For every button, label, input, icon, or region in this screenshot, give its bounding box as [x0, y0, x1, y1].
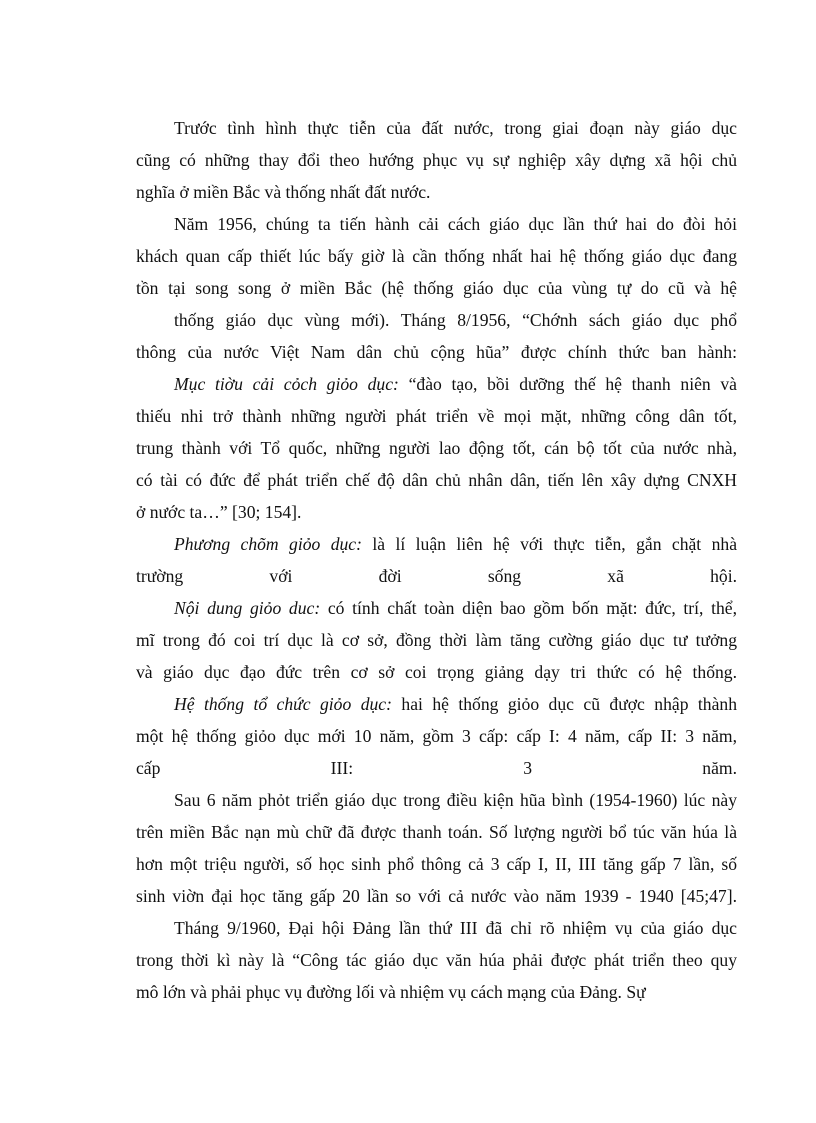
line-text: thông của nước Việt Nam dân chủ cộng hũa” được chính thức ban hành: [136, 342, 737, 362]
body-text [136, 112, 737, 1008]
line-text: sinh viờn đại học tăng gấp 20 lần so với cả nước vào năm 1939 - 1940 [45;47]. [136, 886, 737, 906]
line-text: ở nước ta…” [30; 154]. [136, 502, 302, 522]
text-line [136, 880, 737, 912]
text-line [136, 624, 737, 656]
line-text: Sau 6 năm phỏt triển giáo dục trong điều kiện hũa bình (1954-1960) lúc này [174, 790, 737, 810]
line-text: nghĩa ở miền Bắc và thống nhất đất nước. [136, 182, 431, 202]
line-text: Trước tình hình thực tiễn của đất nước, trong giai đoạn này giáo dục [174, 118, 737, 138]
text-line [136, 528, 737, 560]
line-text: Năm 1956, chúng ta tiến hành cải cách giáo dục lần thứ hai do đòi hỏi [174, 214, 737, 234]
line-text: tồn tại song song ở miền Bắc (hệ thống giáo dục của vùng tự do cũ và hệ [136, 278, 737, 298]
text-line [136, 688, 737, 720]
text-line [136, 464, 737, 496]
text-line [136, 144, 737, 176]
text-line [136, 368, 737, 400]
line-text: và giáo dục đạo đức trên cơ sở coi trọng giảng dạy tri thức có hệ thống. [136, 662, 737, 682]
text-line [136, 848, 737, 880]
text-line [136, 656, 737, 688]
line-text: có tính chất toàn diện bao gồm bốn mặt: đức, trí, thể, [320, 598, 737, 618]
line-text: một hệ thống giỏo dục mới 10 năm, gồm 3 cấp: cấp I: 4 năm, cấp II: 3 năm, [136, 726, 737, 746]
italic-heading: Mục tiờu cải cỏch giỏo dục: [174, 374, 399, 394]
text-line [136, 240, 737, 272]
line-text: là lí luận liên hệ với thực tiễn, gắn chặt nhà [361, 534, 737, 554]
text-line [136, 208, 737, 240]
line-text: thống giáo dục vùng mới). Tháng 8/1956, “Chớnh sách giáo dục phổ [174, 310, 737, 330]
line-text: khách quan cấp thiết lúc bấy giờ là cần thống nhất hai hệ thống giáo dục đang [136, 246, 737, 266]
italic-heading: Phương chõm giỏo dục: [174, 534, 362, 554]
text-line [136, 176, 737, 208]
line-text: “đào tạo, bồi dưỡng thế hệ thanh niên và [398, 374, 737, 394]
italic-heading: Nội dung giỏo duc: [174, 598, 321, 618]
line-text: cũng có những thay đổi theo hướng phục vụ sự nghiệp xây dựng xã hội chủ [136, 150, 737, 170]
text-line [136, 816, 737, 848]
text-line [136, 720, 737, 752]
text-line [136, 112, 737, 144]
line-text: thiếu nhi trở thành những người phát triển về mọi mặt, những công dân tốt, [136, 406, 737, 426]
line-text: trong thời kì này là “Công tác giáo dục văn húa phải được phát triển theo quy [136, 950, 737, 970]
line-text: trường với đời sống xã hội. [136, 566, 737, 586]
text-line [136, 784, 737, 816]
text-line [136, 592, 737, 624]
text-line [136, 336, 737, 368]
text-line [136, 944, 737, 976]
line-text: Tháng 9/1960, Đại hội Đảng lần thứ III đã chỉ rõ nhiệm vụ của giáo dục [174, 918, 737, 938]
line-text: trên miền Bắc nạn mù chữ đã được thanh toán. Số lượng người bổ túc văn húa là [136, 822, 737, 842]
text-line [136, 432, 737, 464]
line-text: hai hệ thống giỏo dục cũ được nhập thành [391, 694, 737, 714]
text-line [136, 976, 737, 1008]
text-line [136, 560, 737, 592]
text-line [136, 912, 737, 944]
line-text: mĩ trong đó coi trí dục là cơ sở, đồng thời làm tăng cường giáo dục tư tưởng [136, 630, 737, 650]
line-text: trung thành với Tổ quốc, những người lao động tốt, cán bộ tốt của nước nhà, [136, 438, 737, 458]
text-line [136, 400, 737, 432]
line-text: mô lớn và phải phục vụ đường lối và nhiệm vụ cách mạng của Đảng. Sự [136, 982, 646, 1002]
text-line [136, 304, 737, 336]
line-text: cấp III: 3 năm. [136, 758, 737, 778]
text-line [136, 752, 737, 784]
text-line [136, 272, 737, 304]
text-line [136, 496, 737, 528]
italic-heading: Hệ thống tổ chức giỏo dục: [174, 694, 392, 714]
line-text: có tài có đức để phát triển chế độ dân chủ nhân dân, tiến lên xây dựng CNXH [136, 470, 737, 490]
line-text: hơn một triệu người, số học sinh phổ thông cả 3 cấp I, II, III tăng gấp 7 lần, số [136, 854, 737, 874]
